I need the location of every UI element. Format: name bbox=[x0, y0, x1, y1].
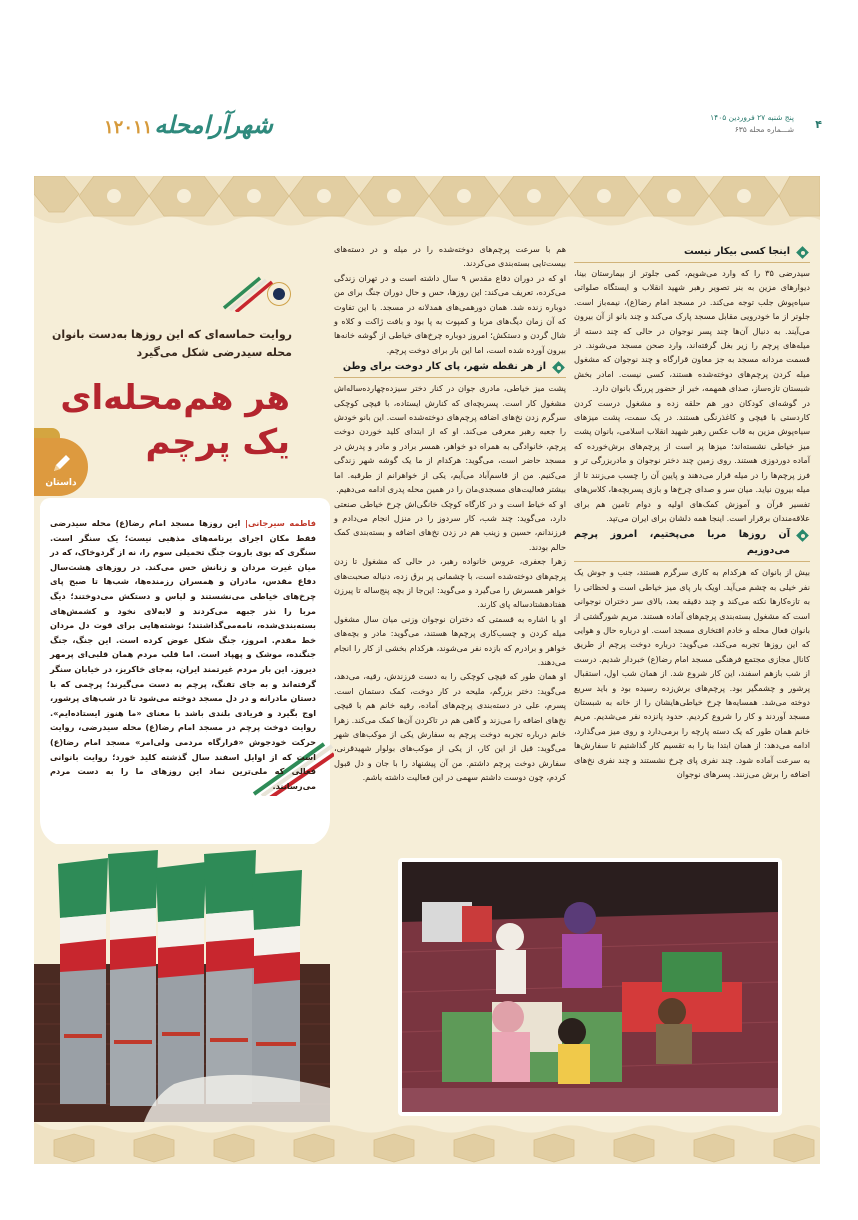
page-header bbox=[0, 0, 858, 170]
story-body: این روزها مسجد امام رضا(ع) محله سیدرضی فقط مکان اجرای برنامه‌های مذهبی نیست؛ یک سنگر است. سنگری که بوی باروت جنگ تحمیلی سوم را، نه از گردوخاک، که در میان غیرت مردان و زنانش حس می‌کند. در روزهای هشت‌سال دفاع مقدس، مادران و همسران رزمنده‌ها، شب‌ها تا صبح پای چرخ‌های خیاطی می‌نشستند و لباس و دستکش می‌دوختند؛ دیگ مربا را نذر جبهه می‌کردند و لابه‌لای نخود و کشمش‌های بسته‌بندی‌شده، نامه‌می‌گذاشتند؛ نوشته‌هایی برای قوت دل مردان خط مقدم. امروز، جنگ شکل عوض کرده است. این جنگ، جنگ جنگنده، موشک و پهپاد است. اما قلب مردم همان قلبی‌ای پرمهر دیروز. این بار مردم غیرتمند ایران، به‌جای خاکریز، در خیابان سنگر گرفته‌اند و به جای تفنگ، پرچم به دست می‌گیرند؛ پرچمی که با دستان مادرانه و در دل مسجد دوخته می‌شود تا در شب‌های پرشور، اوج بگیرد و فریادی بلندی باشد با معنای «ما هنوز ایستاده‌ایم». روایت دوخت پرچم در مسجد امام رضا(ع) محله سیدرضی، روایت حرکت خودجوش «قرارگاه مردمی ولی‌امر» مسجد امام رضا(ع) است که از اوایل اسفند سال گذشته کلید خورد؛ روایت بانوانی فعالی که ملی‌ترین نماد این روزهای ما را به دست مردم می‌رسانند. bbox=[50, 518, 316, 791]
paragraph: هم با سرعت پرچم‌های دوخته‌شده را در میله و در دسته‌های بیست‌تایی بسته‌بندی می‌کردند. bbox=[334, 244, 566, 269]
article-column-middle bbox=[334, 242, 566, 785]
story-intro-text bbox=[50, 516, 316, 793]
logo-number: ۱۲۰۱۱ bbox=[104, 117, 153, 138]
paragraph: بیش از بانوان که هرکدام به کاری سرگرم هستند، جنب و جوش یک نفر خیلی به چشم می‌آید. اویک بار پای میز خیاطی است و لحظاتی را به تازه‌کارها نکته می‌کند و چند دقیقه بعد، بالای سر دختران نوجوانی است که مشغول بسته‌بندی پرچم‌های آماده هستند. مریم شورگشتی از بانوان فعال محله و خادم افتخاری مسجد است. او درباره حال و هوایی که این روزها تجربه می‌کند، می‌گوید: درباره دوخت پرچم از طریق کانال مجازی مجتمع فرهنگی مسجد امام رضا(ع) خبردار شدیم. درست از شب بازهم اسفند، این کار شروع شد. از همان شب اول، استقبال پرشور و چشمگیر بود. پرچم‌های برش‌زده رسیده بود و باید سریع دوخته می‌شد. همسایه‌ها چرخ خیاطی‌هایشان را از خانه به شبستان مسجد آوردند و کار را شروع کردیم. حدود پانزده نفر می‌شدیم. مریم خانم همان طور که یک دسته پارچه را برمی‌دارد و روی میز می‌گذارد، ادامه می‌دهد: از همان ابتدا بنا را به تقسیم کار گذاشتیم تا سفارش‌ها به سرعت آماده شود. چند نفری پای چرخ نشستند و چند نفری نخ‌های اضافه را برش می‌زنند. پسرهای نوجوان bbox=[574, 567, 810, 779]
photo-flag-bundles bbox=[34, 844, 330, 1122]
pencil-icon bbox=[50, 453, 72, 475]
subheading-rule bbox=[334, 377, 566, 378]
paragraph: سیدرضی ۳۵ را که وارد می‌شویم، کمی جلوتر از بیمارستان بینا، دیوارهای مزین به بنر تصویر رهبر شهید انقلاب و ایستگاه صلواتی سیاه‌پوش جلب توجه می‌کند. در مسجد امام رضا(ع)، نیمه‌باز است. جلوتر از ما خودرویی مقابل مسجد پارک می‌کند و چند بانو از آن بیرون می‌آیند. به دنبال آن‌ها چند پسر نوجوان در حالی که چند دسته از میله‌های پرچم را زیر بغل گرفته‌اند، وارد صحن مسجد می‌شوند. در قسمت مردانه مسجد به جز معاون قرارگاه و چند نوجوان که مشغول میله کردن پرچم‌های دوخته‌شده هستند، کسی نیست. امادر بخش شبستان تازه‌ساز، صدای همهمه، خبر از حضور پررنگ بانوان دارد. bbox=[574, 268, 810, 394]
issue-date: پنج شنبه ۲۷ فروردین ۱۴۰۵ bbox=[710, 113, 794, 122]
story-badge bbox=[34, 438, 88, 496]
subheading: آن روزها مربا می‌پختیم، امروز پرچم می‌دوزیم bbox=[574, 527, 810, 559]
paragraph: او همان طور که قیچی کوچکی را به دست فرزندش، رقیه، می‌دهد، می‌گوید: دختر بزرگم، ملیحه در کار دوخت، کمک دستمان است. پسرم، علی در دسته‌بندی پرچم‌های آماده، رقیه خانم هم با قیچی نخ‌های اضافه را می‌زند و گاهی هم در تاکردن آن‌ها کمک می‌کند. زهرا خانم درباره تجربه دوخت پرچم به سفارش یکی از موکب‌های شهر می‌گوید: قبل از این کار، از یکی از موکب‌های بولوار شهیدقرنی، سفارش دوخت پرچم داشتم. من آن پیشنهاد را با جان و دل قبول کردم، چون دوست داشتم سهمی در این فعالیت داشته باشم. bbox=[334, 671, 566, 783]
paragraph: زهرا جعفری، عروس خانواده رهبر، در حالی که مشغول تا زدن پرچم‌های دوخته‌شده است، با چشمانی پر برق زده، دنباله صحبت‌های خواهر همسرش را می‌گیرد و می‌گوید: این‌جا از بچه پنج‌ساله تا پیرزن هفتاد‌هشتادساله پای کارند. bbox=[334, 556, 566, 610]
paragraph: پشت میز خیاطی، مادری جوان در کنار دختر سیزده‌چهارده‌ساله‌اش مشغول کار است. پسربچه‌ای که کنارش ایستاده، با قیچی کوچکی سرگرم زدن نخ‌های اضافه پرچم‌های دوخته‌شده است. این بانو خودش را جعبه رهبر معرفی می‌کند. او که از ابتدای کلید خوردن دوخت پرچم، خانوادگی به همراه دو خواهر، همسر برادر و مادر و پدرش در مسجد حاضر است، می‌گوید: هرکدام از ما یک گوشه شهر زندگی می‌کنیم. من از قاسم‌آباد می‌آیم، یکی از خواهرانم از طرقبه. اما بیشتر فعالیت‌های مسجدی‌مان را در همین محله پدری ادامه می‌دهیم. bbox=[334, 383, 566, 495]
page-number: ۴ bbox=[815, 118, 822, 131]
paragraph: او با اشاره به قسمتی که دختران نوجوان وزنی میان سال مشغول میله کردن و چسب‌کاری پرچم‌ها هستند، می‌گوید: مادر و بچه‌های خواهر و برادرم که بازده نفر می‌شوند، هرکدام بخشی از کار را انجام می‌دهند. bbox=[334, 613, 566, 667]
ornament-dot-icon bbox=[273, 288, 285, 300]
paragraph: او که در دوران دفاع مقدس ۹ سال داشته است و در تهران زندگی می‌کرده، تعریف می‌کند: این روزها، حس و حال دوران جنگ برای من دوباره زنده شد. همان دورهمی‌های همدلانه در مسجد. با این تفاوت که آن زمان دیگ‌های مربا و کمپوت به پا بود و بافت ژاکت و کلاه و شال گردن و دستکش؛ امروز دوباره چرخ‌های خیاطی از گوشه خانه‌ها بیرون آورده شده است، اما این بار برای دوخت پرچم. bbox=[334, 272, 566, 355]
photo-children-sewing-flags bbox=[398, 858, 782, 1116]
story-byline: فاطمه سیرجانی| bbox=[244, 518, 316, 528]
issue-info bbox=[710, 112, 794, 136]
children-illustration bbox=[402, 862, 778, 1112]
issue-number: شـــماره محله ۶۳۵ bbox=[734, 125, 794, 134]
story-badge-label: داستان bbox=[45, 478, 77, 488]
flag-bundles-illustration bbox=[34, 844, 330, 1122]
publication-logo bbox=[104, 110, 273, 139]
article-frame bbox=[34, 176, 820, 1164]
subheading: از هر نقطه شهر، پای کار دوخت برای وطن bbox=[334, 359, 566, 375]
article-column-right bbox=[574, 242, 810, 781]
article-kicker: روایت حماسه‌ای که این روزها به‌دست بانوان محله سیدرضی شکل می‌گیرد bbox=[52, 328, 292, 359]
article-title: هر هم‌محله‌ای یک پرچم bbox=[60, 378, 290, 462]
paragraph: او که خیاط است و در کارگاه کوچک خانگی‌اش چرخ خیاطی صنعتی دارد، می‌گوید: چند شب، کار سردوز را در منزل انجام می‌دادم و فرزندانم، حسین و زینب هم در زدن نخ‌های اضافه و بسته‌بندی کمک حالم بودند. bbox=[334, 498, 566, 552]
logo-text: شهرآرامحله bbox=[154, 110, 273, 139]
lead-panel bbox=[34, 228, 330, 478]
islamic-pattern-border-bottom bbox=[34, 1122, 820, 1164]
islamic-pattern-border-top bbox=[34, 176, 820, 228]
subheading-rule bbox=[574, 262, 810, 263]
subheading-rule bbox=[574, 561, 810, 562]
paragraph: در گوشه‌ای کودکان دور هم حلقه زده و مشغول درست کردن کاردستی با قیچی و کاغذرنگی هستند. در یک سمت، پشت میزهای سیاه‌پوش مزین به قاب عکس رهبر شهید انقلاب اسلامی، بانوان پشت میز خیاطی نشسته‌اند؛ میزها پر است از پرچم‌های برش‌خورده که آماده دوردوزی هستند. روی زمین چند دختر نوجوان و مادربزرگی تر و فرز پرچم‌ها را در میله قرار می‌دهند و پایین آن را چسب می‌زنند تا از میله بیرون نیاید. میان سر و صدای چرخ‌ها و بازی پسربچه‌ها، کلاس‌های تفسیر قرآن و آموزش کمک‌های اولیه و دوام تامین هم برای علاقه‌مندان برقرار است. اینجا همه دلشان برای ایران می‌تپد. bbox=[574, 397, 810, 523]
subheading: اینجا کسی بیکار نیست bbox=[574, 244, 810, 260]
